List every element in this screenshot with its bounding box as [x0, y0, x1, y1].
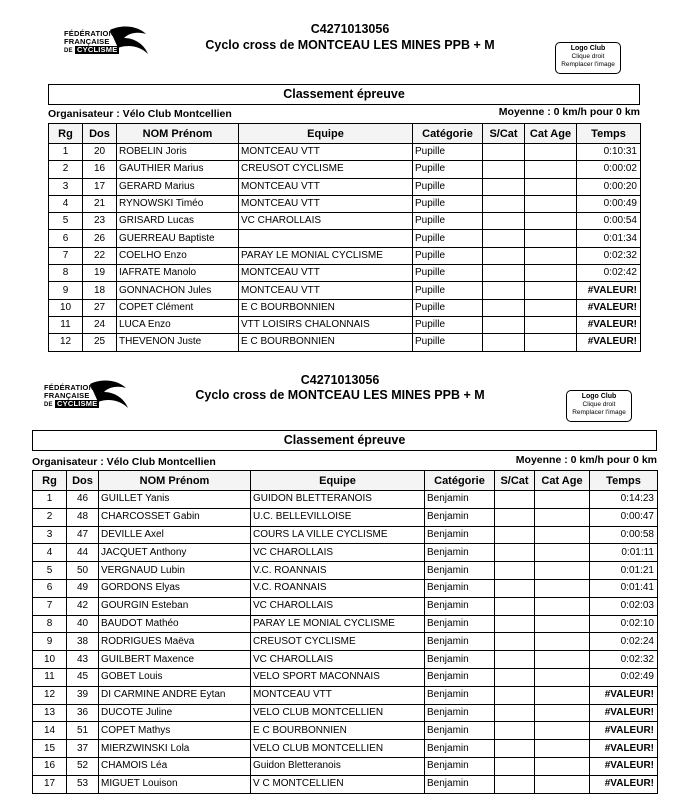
table-row [33, 686, 658, 704]
age-category-cell [535, 633, 590, 651]
table-header-row [33, 471, 658, 491]
bib-cell: 46 [67, 491, 99, 509]
bib-cell: 40 [67, 615, 99, 633]
bib-cell: 43 [67, 651, 99, 669]
bib-cell: 27 [83, 299, 117, 316]
age-category-cell [535, 544, 590, 562]
category-cell: Benjamin [425, 686, 495, 704]
team-cell: E C BOURBONNIEN [239, 334, 413, 351]
name-cell: ROBELIN Joris [117, 144, 239, 161]
subcategory-cell [495, 491, 535, 509]
table-row [33, 651, 658, 669]
age-category-cell [535, 526, 590, 544]
rank-cell: 4 [33, 544, 67, 562]
category-header: Catégorie [413, 124, 483, 144]
age-category-cell [535, 740, 590, 758]
category-cell: Pupille [413, 195, 483, 212]
table-row [49, 144, 641, 161]
category-cell: Benjamin [425, 633, 495, 651]
subcategory-cell [483, 178, 525, 195]
name-cell: GRISARD Lucas [117, 213, 239, 230]
table-row [49, 299, 641, 316]
time-cell: #VALEUR! [577, 282, 641, 299]
category-cell: Benjamin [425, 740, 495, 758]
table-row [33, 668, 658, 686]
team-cell: GUIDON BLETTERANOIS [251, 491, 425, 509]
age-category-cell [535, 686, 590, 704]
table-row [33, 579, 658, 597]
rank-cell: 11 [33, 668, 67, 686]
bib-cell: 48 [67, 508, 99, 526]
name-cell: THEVENON Juste [117, 334, 239, 351]
subcategory-cell [495, 686, 535, 704]
club-logo-placeholder[interactable]: Logo Club Clique droit Remplacer l'image [555, 42, 621, 74]
rank-cell: 1 [49, 144, 83, 161]
rank-cell: 2 [49, 161, 83, 178]
subcategory-cell [483, 213, 525, 230]
subcategory-cell [483, 316, 525, 333]
rank-cell: 13 [33, 704, 67, 722]
bib-cell: 19 [83, 265, 117, 282]
age-category-cell [535, 597, 590, 615]
bib-cell: 20 [83, 144, 117, 161]
subcategory-cell [483, 195, 525, 212]
rank-header: Rg [49, 124, 83, 144]
category-cell: Pupille [413, 144, 483, 161]
rank-cell: 15 [33, 740, 67, 758]
rank-cell: 5 [49, 213, 83, 230]
rank-cell: 17 [33, 775, 67, 793]
time-cell: #VALEUR! [590, 757, 658, 775]
team-cell: Guidon Bletteranois [251, 757, 425, 775]
table-row [33, 526, 658, 544]
subcategory-cell [483, 334, 525, 351]
club-logo-placeholder[interactable]: Logo Club Clique droit Remplacer l'image [566, 390, 632, 422]
time-cell: #VALEUR! [590, 722, 658, 740]
ffc-logo [64, 24, 156, 60]
team-cell: PARAY LE MONIAL CYCLISME [251, 615, 425, 633]
category-cell: Benjamin [425, 651, 495, 669]
rank-cell: 5 [33, 562, 67, 580]
category-header: Catégorie [425, 471, 495, 491]
time-cell: 0:01:11 [590, 544, 658, 562]
rank-cell: 2 [33, 508, 67, 526]
rank-cell: 8 [49, 265, 83, 282]
subcategory-cell [495, 704, 535, 722]
bib-cell: 22 [83, 247, 117, 264]
age-category-cell [535, 491, 590, 509]
table-row [33, 704, 658, 722]
category-cell: Benjamin [425, 722, 495, 740]
name-cell: COELHO Enzo [117, 247, 239, 264]
category-cell: Pupille [413, 282, 483, 299]
rank-cell: 1 [33, 491, 67, 509]
team-header: Equipe [251, 471, 425, 491]
table-row [33, 562, 658, 580]
team-cell: E C BOURBONNIEN [251, 722, 425, 740]
team-cell: MONTCEAU VTT [251, 686, 425, 704]
bib-cell: 38 [67, 633, 99, 651]
subcategory-cell [483, 144, 525, 161]
event-title: Cyclo cross de MONTCEAU LES MINES PPB + M [205, 38, 495, 52]
table-row [33, 544, 658, 562]
category-cell: Pupille [413, 178, 483, 195]
table-row [49, 247, 641, 264]
name-cell: MIGUET Louison [99, 775, 251, 793]
category-cell: Pupille [413, 316, 483, 333]
time-cell: 0:01:41 [590, 579, 658, 597]
results-table [32, 470, 658, 794]
team-cell: CREUSOT CYCLISME [251, 633, 425, 651]
event-code: C4271013056 [310, 22, 390, 36]
team-cell: VC CHAROLLAIS [251, 544, 425, 562]
subcategory-cell [483, 247, 525, 264]
team-cell: CREUSOT CYCLISME [239, 161, 413, 178]
time-cell: 0:02:10 [590, 615, 658, 633]
name-cell: RODRIGUES Maëva [99, 633, 251, 651]
name-cell: CHAMOIS Léa [99, 757, 251, 775]
classement-header: Classement épreuve [48, 84, 640, 105]
age-category-cell [525, 334, 577, 351]
time-cell: #VALEUR! [577, 334, 641, 351]
subcategory-cell [495, 757, 535, 775]
bib-cell: 42 [67, 597, 99, 615]
table-row [49, 265, 641, 282]
table-row [49, 213, 641, 230]
time-cell: 0:01:21 [590, 562, 658, 580]
name-cell: GUILBERT Maxence [99, 651, 251, 669]
age-category-cell [525, 178, 577, 195]
bib-cell: 52 [67, 757, 99, 775]
category-cell: Pupille [413, 230, 483, 247]
rank-cell: 3 [33, 526, 67, 544]
bib-cell: 39 [67, 686, 99, 704]
age-category-cell [525, 247, 577, 264]
subcategory-cell [483, 299, 525, 316]
table-row [49, 282, 641, 299]
time-cell: #VALEUR! [590, 686, 658, 704]
table-row [49, 195, 641, 212]
time-cell: 0:00:02 [577, 161, 641, 178]
bib-cell: 36 [67, 704, 99, 722]
time-cell: 0:00:47 [590, 508, 658, 526]
team-cell: COURS LA VILLE CYCLISME [251, 526, 425, 544]
table-row [33, 508, 658, 526]
age-category-cell [525, 299, 577, 316]
team-cell: V.C. ROANNAIS [251, 562, 425, 580]
ffc-logo-text: FÉDÉRATION FRANÇAISE DE CYCLISME [44, 383, 98, 408]
category-cell: Benjamin [425, 615, 495, 633]
subcategory-cell [495, 775, 535, 793]
bib-cell: 51 [67, 722, 99, 740]
table-row [49, 230, 641, 247]
results-table [48, 123, 641, 352]
name-cell: DI CARMINE ANDRE Eytan [99, 686, 251, 704]
table-row [33, 722, 658, 740]
name-cell: RYNOWSKI Timéo [117, 195, 239, 212]
name-header: NOM Prénom [117, 124, 239, 144]
subcategory-cell [495, 526, 535, 544]
subcategory-cell [483, 265, 525, 282]
table-row [33, 633, 658, 651]
rank-cell: 10 [33, 651, 67, 669]
age-category-header: Cat Age [525, 124, 577, 144]
age-category-cell [535, 508, 590, 526]
table-row [33, 740, 658, 758]
name-cell: VERGNAUD Lubin [99, 562, 251, 580]
age-category-cell [535, 704, 590, 722]
subcategory-cell [483, 282, 525, 299]
name-cell: COPET Clément [117, 299, 239, 316]
rank-cell: 9 [49, 282, 83, 299]
time-header: Temps [577, 124, 641, 144]
team-header: Equipe [239, 124, 413, 144]
name-cell: DEVILLE Axel [99, 526, 251, 544]
time-cell: #VALEUR! [590, 740, 658, 758]
bib-cell: 44 [67, 544, 99, 562]
bib-header: Dos [83, 124, 117, 144]
bib-cell: 47 [67, 526, 99, 544]
time-cell: 0:10:31 [577, 144, 641, 161]
age-category-cell [535, 615, 590, 633]
subcategory-cell [495, 633, 535, 651]
age-category-cell [525, 195, 577, 212]
bib-cell: 37 [67, 740, 99, 758]
age-category-cell [535, 579, 590, 597]
category-cell: Benjamin [425, 704, 495, 722]
subcategory-cell [495, 722, 535, 740]
team-cell: PARAY LE MONIAL CYCLISME [239, 247, 413, 264]
team-cell: U.C. BELLEVILLOISE [251, 508, 425, 526]
name-cell: GAUTHIER Marius [117, 161, 239, 178]
rank-cell: 12 [33, 686, 67, 704]
team-cell: VELO CLUB MONTCELLIEN [251, 740, 425, 758]
name-cell: GERARD Marius [117, 178, 239, 195]
age-category-cell [525, 282, 577, 299]
ffc-logo [44, 378, 136, 414]
bib-cell: 50 [67, 562, 99, 580]
category-cell: Pupille [413, 299, 483, 316]
bib-cell: 49 [67, 579, 99, 597]
team-cell [239, 230, 413, 247]
time-cell: 0:00:49 [577, 195, 641, 212]
rank-cell: 12 [49, 334, 83, 351]
rank-cell: 7 [33, 597, 67, 615]
time-header: Temps [590, 471, 658, 491]
name-cell: DUCOTE Juline [99, 704, 251, 722]
time-cell: 0:00:20 [577, 178, 641, 195]
category-cell: Benjamin [425, 579, 495, 597]
time-cell: #VALEUR! [577, 299, 641, 316]
subcategory-cell [495, 668, 535, 686]
table-header-row [49, 124, 641, 144]
rank-cell: 11 [49, 316, 83, 333]
age-category-header: Cat Age [535, 471, 590, 491]
rank-cell: 3 [49, 178, 83, 195]
team-cell: MONTCEAU VTT [239, 144, 413, 161]
time-cell: 0:00:54 [577, 213, 641, 230]
time-cell: 0:02:32 [577, 247, 641, 264]
subcategory-cell [495, 508, 535, 526]
category-cell: Benjamin [425, 491, 495, 509]
team-cell: V.C. ROANNAIS [251, 579, 425, 597]
rank-cell: 6 [33, 579, 67, 597]
age-category-cell [525, 230, 577, 247]
category-cell: Benjamin [425, 508, 495, 526]
subcategory-header: S/Cat [495, 471, 535, 491]
team-cell: VELO CLUB MONTCELLIEN [251, 704, 425, 722]
table-row [33, 775, 658, 793]
subcategory-cell [495, 740, 535, 758]
event-title: Cyclo cross de MONTCEAU LES MINES PPB + M [195, 388, 485, 402]
bib-header: Dos [67, 471, 99, 491]
bib-cell: 25 [83, 334, 117, 351]
category-cell: Pupille [413, 161, 483, 178]
team-cell: MONTCEAU VTT [239, 265, 413, 282]
age-category-cell [535, 722, 590, 740]
event-code: C4271013056 [300, 373, 380, 387]
table-row [33, 615, 658, 633]
category-cell: Benjamin [425, 775, 495, 793]
table-row [49, 178, 641, 195]
rank-cell: 8 [33, 615, 67, 633]
average-speed-label: Moyenne : 0 km/h pour 0 km [498, 106, 640, 118]
bib-cell: 26 [83, 230, 117, 247]
time-cell: 0:02:49 [590, 668, 658, 686]
name-cell: GOBET Louis [99, 668, 251, 686]
bib-cell: 21 [83, 195, 117, 212]
age-category-cell [525, 161, 577, 178]
age-category-cell [535, 757, 590, 775]
rank-cell: 7 [49, 247, 83, 264]
table-row [49, 316, 641, 333]
bib-cell: 45 [67, 668, 99, 686]
table-row [33, 757, 658, 775]
category-cell: Benjamin [425, 562, 495, 580]
organizer-label: Organisateur : Vélo Club Montcellien [32, 456, 216, 468]
subcategory-header: S/Cat [483, 124, 525, 144]
time-cell: #VALEUR! [577, 316, 641, 333]
name-cell: GUERREAU Baptiste [117, 230, 239, 247]
rank-cell: 4 [49, 195, 83, 212]
team-cell: VELO SPORT MACONNAIS [251, 668, 425, 686]
time-cell: #VALEUR! [590, 704, 658, 722]
time-cell: 0:14:23 [590, 491, 658, 509]
category-cell: Benjamin [425, 544, 495, 562]
age-category-cell [535, 562, 590, 580]
average-speed-label: Moyenne : 0 km/h pour 0 km [515, 454, 657, 466]
subcategory-cell [495, 597, 535, 615]
bib-cell: 18 [83, 282, 117, 299]
time-cell: 0:02:42 [577, 265, 641, 282]
subcategory-cell [483, 230, 525, 247]
team-cell: MONTCEAU VTT [239, 282, 413, 299]
time-cell: #VALEUR! [590, 775, 658, 793]
name-cell: COPET Mathys [99, 722, 251, 740]
time-cell: 0:02:24 [590, 633, 658, 651]
category-cell: Benjamin [425, 668, 495, 686]
rank-cell: 16 [33, 757, 67, 775]
name-cell: IAFRATE Manolo [117, 265, 239, 282]
rank-cell: 9 [33, 633, 67, 651]
category-cell: Pupille [413, 213, 483, 230]
table-row [49, 161, 641, 178]
subcategory-cell [495, 615, 535, 633]
bib-cell: 16 [83, 161, 117, 178]
team-cell: VC CHAROLLAIS [251, 651, 425, 669]
bib-cell: 17 [83, 178, 117, 195]
category-cell: Benjamin [425, 757, 495, 775]
team-cell: E C BOURBONNIEN [239, 299, 413, 316]
age-category-cell [525, 213, 577, 230]
category-cell: Benjamin [425, 526, 495, 544]
name-cell: GUILLET Yanis [99, 491, 251, 509]
table-row [33, 597, 658, 615]
subcategory-cell [495, 544, 535, 562]
name-cell: MIERZWINSKI Lola [99, 740, 251, 758]
table-row [33, 491, 658, 509]
subcategory-cell [495, 562, 535, 580]
time-cell: 0:00:58 [590, 526, 658, 544]
name-cell: BAUDOT Mathéo [99, 615, 251, 633]
name-cell: CHARCOSSET Gabin [99, 508, 251, 526]
rank-cell: 6 [49, 230, 83, 247]
category-cell: Pupille [413, 265, 483, 282]
age-category-cell [535, 775, 590, 793]
organizer-label: Organisateur : Vélo Club Montcellien [48, 108, 232, 120]
classement-header: Classement épreuve [32, 430, 657, 451]
rank-header: Rg [33, 471, 67, 491]
age-category-cell [535, 668, 590, 686]
category-cell: Pupille [413, 247, 483, 264]
name-cell: JACQUET Anthony [99, 544, 251, 562]
time-cell: 0:02:32 [590, 651, 658, 669]
subcategory-cell [483, 161, 525, 178]
age-category-cell [535, 651, 590, 669]
name-cell: GONNACHON Jules [117, 282, 239, 299]
time-cell: 0:02:03 [590, 597, 658, 615]
ffc-logo-text: FÉDÉRATION FRANÇAISE DE CYCLISME [64, 29, 118, 54]
category-cell: Pupille [413, 334, 483, 351]
team-cell: VTT LOISIRS CHALONNAIS [239, 316, 413, 333]
subcategory-cell [495, 651, 535, 669]
age-category-cell [525, 316, 577, 333]
rank-cell: 10 [49, 299, 83, 316]
category-cell: Benjamin [425, 597, 495, 615]
team-cell: VC CHAROLLAIS [251, 597, 425, 615]
team-cell: VC CHAROLLAIS [239, 213, 413, 230]
bib-cell: 23 [83, 213, 117, 230]
team-cell: V C MONTCELLIEN [251, 775, 425, 793]
name-header: NOM Prénom [99, 471, 251, 491]
bib-cell: 24 [83, 316, 117, 333]
rank-cell: 14 [33, 722, 67, 740]
name-cell: GORDONS Elyas [99, 579, 251, 597]
name-cell: GOURGIN Esteban [99, 597, 251, 615]
name-cell: LUCA Enzo [117, 316, 239, 333]
subcategory-cell [495, 579, 535, 597]
bib-cell: 53 [67, 775, 99, 793]
time-cell: 0:01:34 [577, 230, 641, 247]
age-category-cell [525, 265, 577, 282]
team-cell: MONTCEAU VTT [239, 178, 413, 195]
age-category-cell [525, 144, 577, 161]
table-row [49, 334, 641, 351]
team-cell: MONTCEAU VTT [239, 195, 413, 212]
